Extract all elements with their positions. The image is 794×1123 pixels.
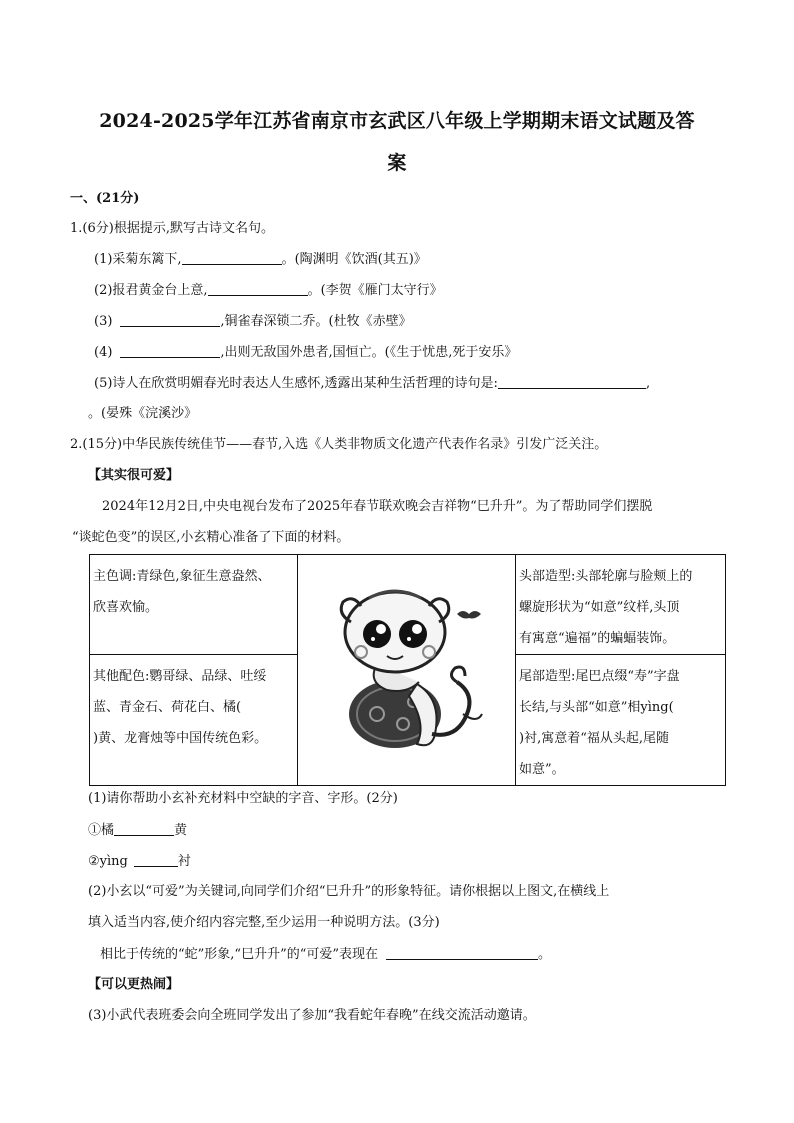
q1-item-1 bbox=[94, 250, 427, 269]
tail-line3: )衬,寓意着“福从头起,尾随 bbox=[519, 731, 669, 746]
part1-title: 【其实很可爱】 bbox=[88, 468, 180, 483]
answer-blank bbox=[386, 945, 538, 960]
q1-item-6 bbox=[88, 405, 197, 423]
main-color-line1: 主色调:青绿色,象征生意盎然、 bbox=[93, 569, 271, 584]
q1-item-4-post: ,出则无敌国外患者,国恒亡。(《生于忧患,死于安乐》 bbox=[220, 345, 518, 360]
q2-intro-line1: 2024年12月2日,中央电视台发布了2025年春节联欢晚会吉祥物“巳升升”。为了帮助同学们摆脱 bbox=[102, 499, 653, 514]
tail-line4: 如意”。 bbox=[519, 762, 565, 777]
q2-sub2-line1: (2)小玄以“可爱”为关键词,向同学们介绍“巳升升”的形象特征。请你根据以上图文,在横线上 bbox=[88, 884, 610, 899]
sub1-a-pre: ①橘 bbox=[88, 823, 115, 838]
cell-other-colors bbox=[90, 655, 298, 786]
answer-blank bbox=[208, 281, 308, 296]
sub2-answer-pre: 相比于传统的“蛇”形象,“巳升升”的“可爱”表现在 bbox=[100, 947, 379, 962]
snake-mascot-image bbox=[307, 564, 507, 764]
q2-sub1-a bbox=[88, 821, 187, 840]
other-colors-line2: 蓝、青金石、荷花白、橘( bbox=[93, 700, 242, 715]
doc-title-line1: 2024-2025学年江苏省南京市玄武区八年级上学期期末语文试题及答 bbox=[99, 110, 695, 132]
cell-tail-shape bbox=[516, 655, 726, 786]
sub2-answer-post: 。 bbox=[538, 947, 552, 962]
q1-item-5-post: , bbox=[645, 376, 651, 391]
material-table bbox=[89, 554, 726, 786]
q1-item-2-post: 。(李贺《雁门太守行》 bbox=[307, 283, 443, 298]
q2-sub2-answer bbox=[100, 945, 551, 964]
head-line1: 头部造型:头部轮廓与脸颊上的 bbox=[519, 569, 693, 584]
answer-blank bbox=[134, 852, 178, 867]
answer-blank bbox=[498, 374, 646, 389]
q2-sub1: (1)请你帮助小玄补充材料中空缺的字音、字形。(2分) bbox=[88, 791, 398, 806]
cell-main-color bbox=[90, 555, 298, 655]
sub1-b-post: 衬 bbox=[177, 854, 191, 869]
answer-blank bbox=[120, 343, 220, 358]
other-colors-line3: )黄、龙膏烛等中国传统色彩。 bbox=[93, 731, 268, 746]
q2-intro-line2: “谈蛇色变”的误区,小玄精心准备了下面的材料。 bbox=[72, 530, 350, 545]
sub1-a-post: 黄 bbox=[174, 823, 188, 838]
cell-head-shape bbox=[516, 555, 726, 655]
section-heading: 一、(21分) bbox=[70, 191, 140, 206]
tail-line2: 长结,与头部“如意”相yìng( bbox=[519, 700, 674, 715]
answer-blank bbox=[120, 312, 220, 327]
q1-item-4-pre: (4) bbox=[94, 345, 113, 360]
q1-item-1-pre: (1)采菊东篱下, bbox=[94, 252, 182, 267]
q2-sub3: (3)小武代表班委会向全班同学发出了参加“我看蛇年春晚”在线交流活动邀请。 bbox=[88, 1008, 536, 1023]
head-line3: 有寓意“遍福”的蝙蝠装饰。 bbox=[519, 631, 676, 646]
doc-title-line2: 案 bbox=[387, 152, 407, 174]
q1-item-2 bbox=[94, 281, 443, 300]
tail-line1: 尾部造型:尾巴点缀“寿”字盘 bbox=[519, 669, 680, 684]
q1-item-3-pre: (3) bbox=[94, 314, 113, 329]
main-color-line2: 欣喜欢愉。 bbox=[93, 600, 159, 615]
q1-item-3 bbox=[94, 312, 412, 331]
head-line2: 螺旋形状为“如意”纹样,头顶 bbox=[519, 600, 680, 615]
q2-sub1-b bbox=[88, 852, 191, 871]
q1-item-6-post: 。(晏殊《浣溪沙》 bbox=[88, 406, 198, 421]
q1-item-1-post: 。(陶渊明《饮酒(其五)》 bbox=[281, 252, 427, 267]
q1-item-3-post: ,铜雀春深锁二乔。(杜牧《赤壁》 bbox=[220, 314, 412, 329]
sub1-b-pre: ②yìng bbox=[88, 854, 128, 869]
q1-item-5-pre: (5)诗人在欣赏明媚春光时表达人生感怀,透露出某种生活哲理的诗句是: bbox=[94, 376, 498, 391]
q1-item-4 bbox=[94, 343, 517, 362]
q1-item-2-pre: (2)报君黄金台上意, bbox=[94, 283, 208, 298]
answer-blank bbox=[114, 821, 174, 836]
q2-stem: 2.(15分)中华民族传统佳节——春节,入选《人类非物质文化遗产代表作名录》引发广泛关注。 bbox=[70, 437, 608, 452]
mascot-image-cell bbox=[298, 555, 516, 786]
q2-sub2-line2: 填入适当内容,使介绍内容完整,至少运用一种说明方法。(3分) bbox=[88, 915, 440, 930]
answer-blank bbox=[182, 250, 282, 265]
other-colors-line1: 其他配色:鹦哥绿、品绿、吐绥 bbox=[93, 669, 267, 684]
q1-stem: 1.(6分)根据提示,默写古诗文名句。 bbox=[70, 221, 274, 236]
q1-item-5 bbox=[94, 374, 650, 393]
part2-title: 【可以更热闹】 bbox=[88, 977, 180, 992]
